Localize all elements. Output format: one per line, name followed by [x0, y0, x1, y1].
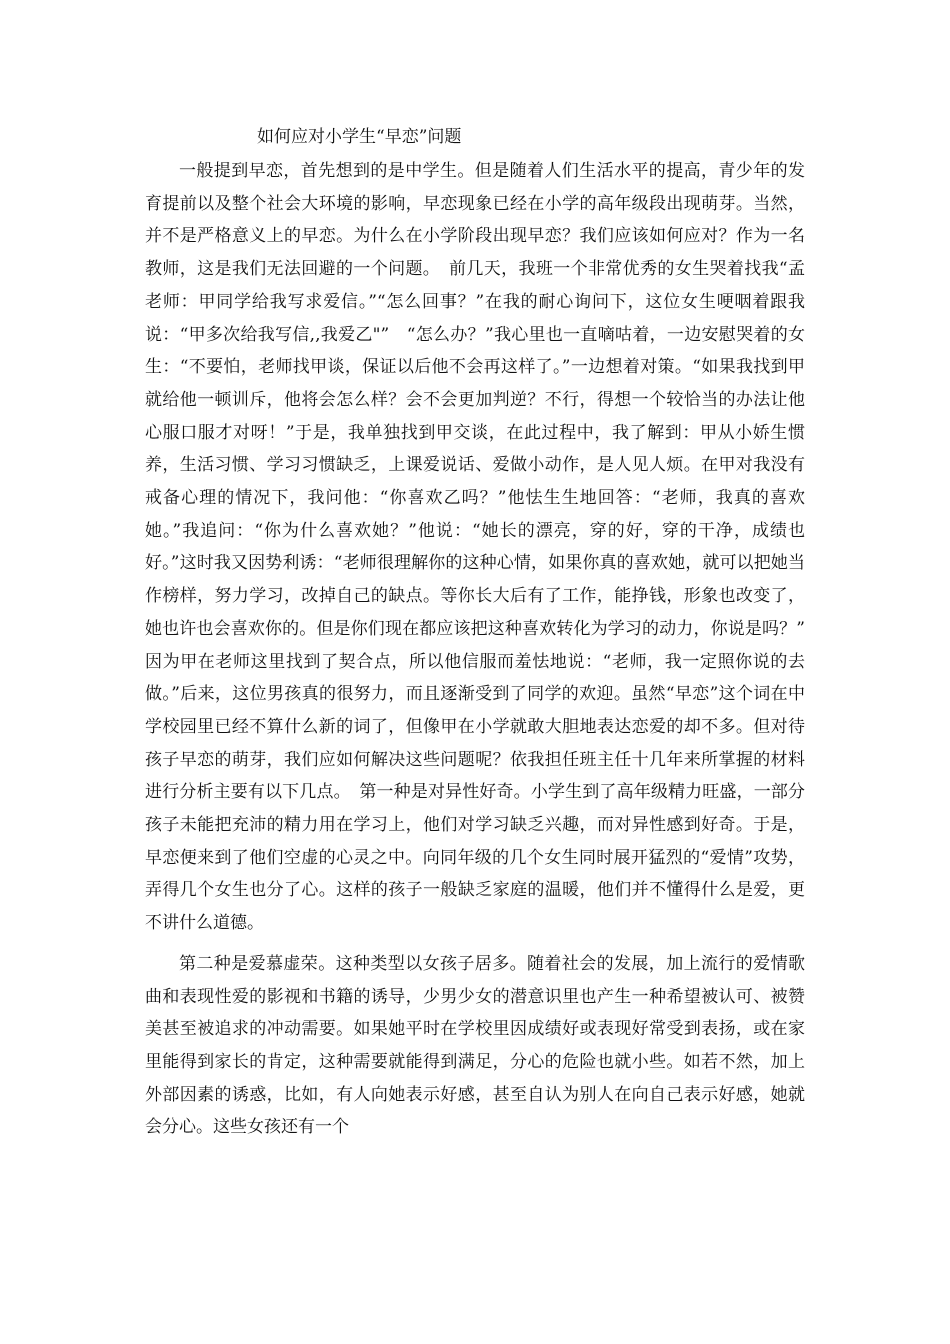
document-body — [145, 155, 822, 1144]
document-title: 如何应对小学生“早恋”问题 — [257, 127, 462, 147]
paragraph: 一般提到早恋，首先想到的是中学生。但是随着人们生活水平的提高，青少年的发育提前以及整个社会大环境的影响，早恋现象已经在小学的高年级段出现萌芽。当然，并不是严格意义上的早恋。为什么在小学阶段出现早恋？我们应该如何应对？作为一名教师，这是我们无法回避的一个问题。 前几天，我班一个非常优秀的女生哭着找我“孟老师：甲同学给我写求爱信。”“怎么回事？”在我的耐心询问下，这位女生哽咽着跟我说：“甲多次给我写信,,我爱乙"” “怎么办？”我心里也一直嘀咕着，一边安慰哭着的女生：“不要怕，老师找甲谈，保证以后他不会再这样了。”一边想着对策。“如果我找到甲就给他一顿训斥，他将会怎么样？会不会更加判逆？不行，得想一个较恰当的办法让他心服口服才对呀！”于是，我单独找到甲交谈，在此过程中，我了解到：甲从小娇生惯养，生活习惯、学习习惯缺乏，上课爱说话、爱做小动作，是人见人烦。在甲对我没有戒备心理的情况下，我问他：“你喜欢乙吗？”他怯生生地回答：“老师，我真的喜欢她。”我追问：“你为什么喜欢她？”他说：“她长的漂亮，穿的好，穿的干净，成绩也好。”这时我又因势利诱：“老师很理解你的这种心情，如果你真的喜欢她，就可以把她当作榜样，努力学习，改掉自己的缺点。等你长大后有了工作，能挣钱，形象也改变了，她也许也会喜欢你的。但是你们现在都应该把这种喜欢转化为学习的动力，你说是吗？” 因为甲在老师这里找到了契合点，所以他信服而羞怯地说：“老师，我一定照你说的去做。”后来，这位男孩真的很努力，而且逐渐受到了同学的欢迎。虽然“早恋”这个词在中学校园里已经不算什么新的词了，但像甲在小学就敢大胆地表达恋爱的却不多。但对待孩子早恋的萌芽，我们应如何解决这些问题呢？依我担任班主任十几年来所掌握的材料进行分析主要有以下几点。 第一种是对异性好奇。小学生到了高年级精力旺盛，一部分孩子未能把充沛的精力用在学习上，他们对学习缺乏兴趣，而对异性感到好奇。于是，早恋便来到了他们空虚的心灵之中。向同年级的几个女生同时展开猛烈的“爱情”攻势，弄得几个女生也分了心。这样的孩子一般缺乏家庭的温暖，他们并不懂得什么是爱，更不讲什么道德。 — [145, 161, 822, 934]
paragraph: 第二种是爱慕虚荣。这种类型以女孩子居多。随着社会的发展，加上流行的爱情歌曲和表现性爱的影视和书籍的诱导，少男少女的潜意识里也产生一种希望被认可、被赞美甚至被追求的冲动需要。如果她平时在学校里因成绩好或表现好常受到表扬，或在家里能得到家长的肯定，这种需要就能得到满足，分心的危险也就小些。如若不然，加上外部因素的诱惑，比如，有人向她表示好感，甚至自认为别人在向自己表示好感，她就会分心。这些女孩还有一个 — [145, 953, 805, 1138]
